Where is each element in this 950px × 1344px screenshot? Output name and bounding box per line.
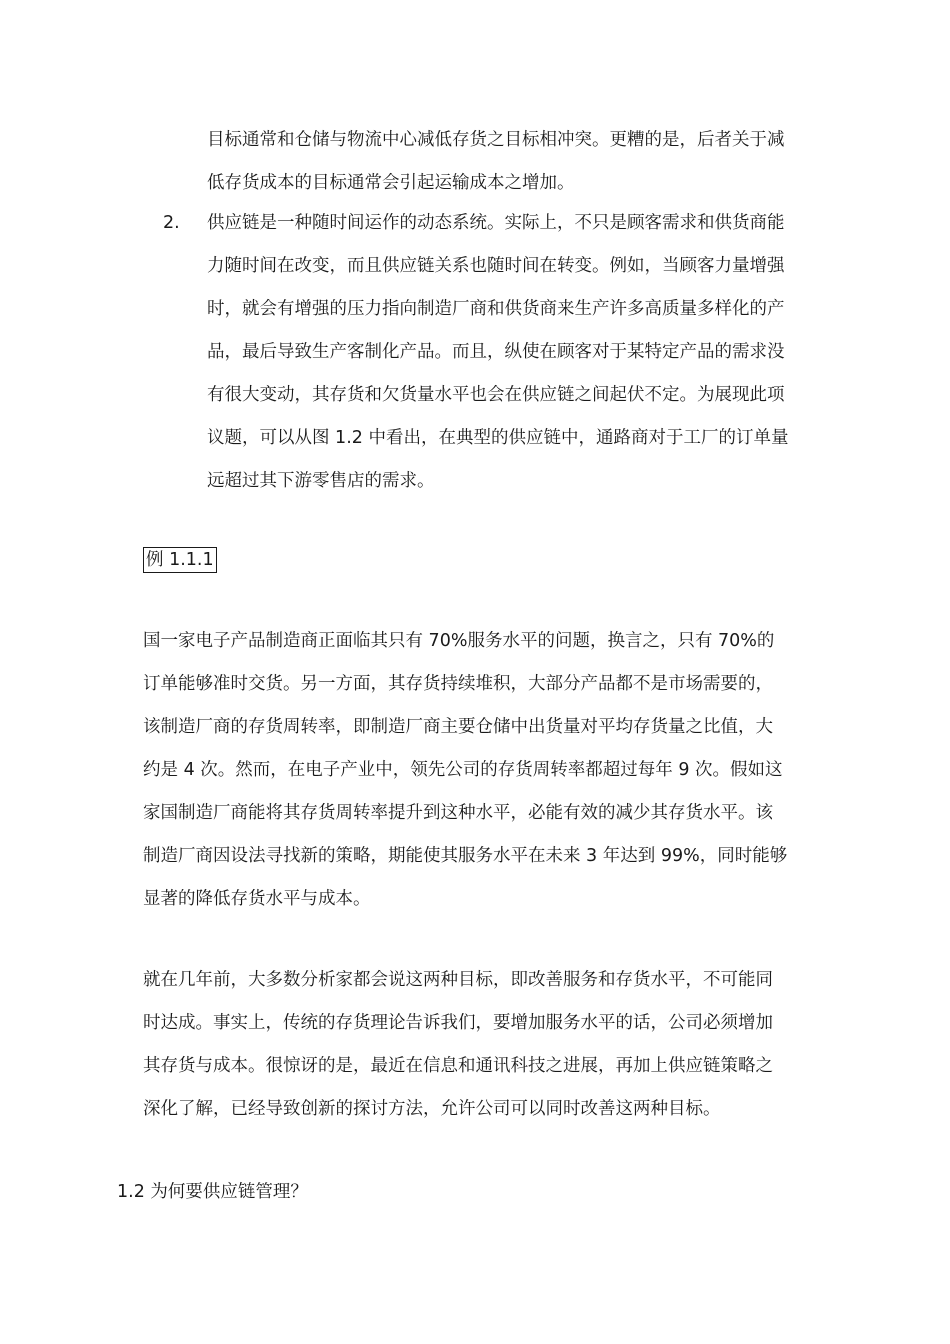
section-heading: 1.2 为何要供应链管理？ — [117, 1182, 308, 1202]
text-line: 有很大变动，其存货和欠货量水平也会在供应链之间起伏不定。为展现此项 — [207, 385, 785, 405]
text-line: 制造厂商因设法寻找新的策略，期能使其服务水平在未来 3 年达到 99%，同时能够 — [143, 846, 788, 866]
text-line: 供应链是一种随时间运作的动态系统。实际上，不只是顾客需求和供货商能 — [207, 213, 785, 233]
text-line: 订单能够准时交货。另一方面，其存货持续堆积，大部分产品都不是市场需要的， — [143, 674, 773, 694]
text-line: 低存货成本的目标通常会引起运输成本之增加。 — [207, 173, 575, 193]
text-line: 就在几年前，大多数分析家都会说这两种目标，即改善服务和存货水平，不可能同 — [143, 970, 773, 990]
text-line: 约是 4 次。然而，在电子产业中，领先公司的存货周转率都超过每年 9 次。假如这 — [143, 760, 783, 780]
text-line: 其存货与成本。很惊讶的是，最近在信息和通讯科技之进展，再加上供应链策略之 — [143, 1056, 773, 1076]
text-line: 深化了解，已经导致创新的探讨方法，允许公司可以同时改善这两种目标。 — [143, 1099, 721, 1119]
text-line: 力随时间在改变，而且供应链关系也随时间在转变。例如，当顾客力量增强 — [207, 256, 785, 276]
text-line: 家国制造厂商能将其存货周转率提升到这种水平，必能有效的减少其存货水平。该 — [143, 803, 773, 823]
text-line: 目标通常和仓储与物流中心减低存货之目标相冲突。更糟的是，后者关于减 — [207, 130, 785, 150]
text-line: 远超过其下游零售店的需求。 — [207, 471, 435, 491]
list-number: 2. — [163, 213, 180, 233]
text-line: 国一家电子产品制造商正面临其只有 70%服务水平的问题，换言之，只有 70%的 — [143, 631, 775, 651]
text-line: 议题，可以从图 1.2 中看出，在典型的供应链中，通路商对于工厂的订单量 — [207, 428, 789, 448]
text-line: 时，就会有增强的压力指向制造厂商和供货商来生产许多高质量多样化的产 — [207, 299, 785, 319]
text-line: 时达成。事实上，传统的存货理论告诉我们，要增加服务水平的话，公司必须增加 — [143, 1013, 773, 1033]
text-line: 显著的降低存货水平与成本。 — [143, 889, 371, 909]
example-label: 例 1.1.1 — [143, 547, 217, 573]
text-line: 品，最后导致生产客制化产品。而且，纵使在顾客对于某特定产品的需求没 — [207, 342, 785, 362]
text-line: 该制造厂商的存货周转率，即制造厂商主要仓储中出货量对平均存货量之比值，大 — [143, 717, 773, 737]
